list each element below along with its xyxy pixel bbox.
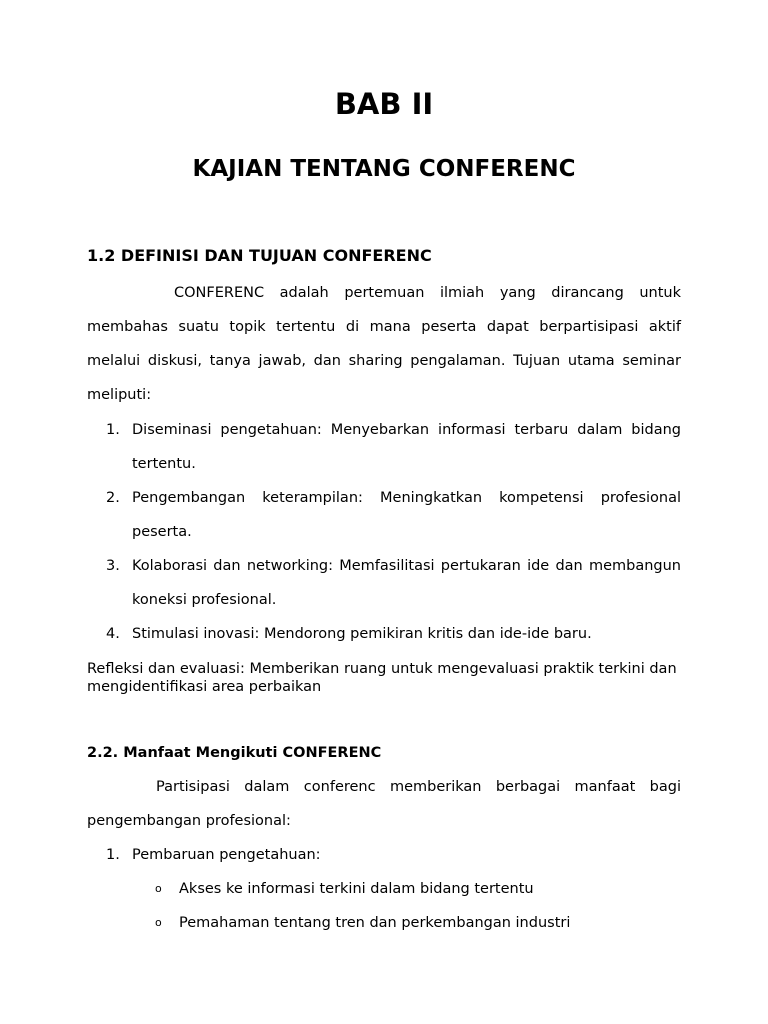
list-item-text: Diseminasi pengetahuan: Menyebarkan informasi terbaru dalam bidang tertentu.	[132, 422, 681, 472]
list-item	[87, 617, 681, 651]
list-item-number: 1.	[106, 847, 120, 863]
bullet-marker: o	[155, 916, 162, 929]
section-2-intro-paragraph: Partisipasi dalam conferenc memberikan berbagai manfaat bagi pengembangan profesional:	[87, 779, 681, 829]
chapter-subtitle: KAJIAN TENTANG CONFERENC	[192, 156, 576, 182]
list-item	[87, 481, 681, 549]
section-1-note: Refleksi dan evaluasi: Memberikan ruang untuk mengevaluasi praktik terkini dan mengidentifikasi area perbaikan	[87, 661, 677, 695]
bullet-item	[155, 906, 681, 940]
list-item-text: Kolaborasi dan networking: Memfasilitasi pertukaran ide dan membangun koneksi profesional.	[132, 558, 681, 608]
list-item	[87, 549, 681, 617]
section-heading-definisi: 1.2 DEFINISI DAN TUJUAN CONFERENC	[87, 246, 432, 265]
list-item	[87, 413, 681, 481]
bullet-item	[155, 872, 681, 906]
bullet-item-text: Pemahaman tentang tren dan perkembangan industri	[179, 915, 571, 931]
list-item-number: 3.	[106, 558, 120, 574]
section-heading-manfaat: 2.2. Manfaat Mengikuti CONFERENC	[87, 745, 382, 761]
chapter-title: BAB II	[334, 87, 434, 121]
list-item-text: Pembaruan pengetahuan:	[132, 847, 321, 863]
list-item	[87, 838, 681, 872]
list-item-number: 4.	[106, 626, 120, 642]
list-item-text: Pengembangan keterampilan: Meningkatkan kompetensi profesional peserta.	[132, 490, 681, 540]
list-item-text: Stimulasi inovasi: Mendorong pemikiran kritis dan ide-ide baru.	[132, 626, 592, 642]
list-item-number: 2.	[106, 490, 120, 506]
list-item-number: 1.	[106, 422, 120, 438]
bullet-item-text: Akses ke informasi terkini dalam bidang tertentu	[179, 881, 534, 897]
section-1-intro-paragraph: CONFERENC adalah pertemuan ilmiah yang dirancang untuk membahas suatu topik tertentu di mana peserta dapat berpartisipasi aktif melalui diskusi, tanya jawab, dan sharing pengalaman. Tujuan utama seminar meliputi:	[87, 285, 681, 403]
bullet-marker: o	[155, 882, 162, 895]
